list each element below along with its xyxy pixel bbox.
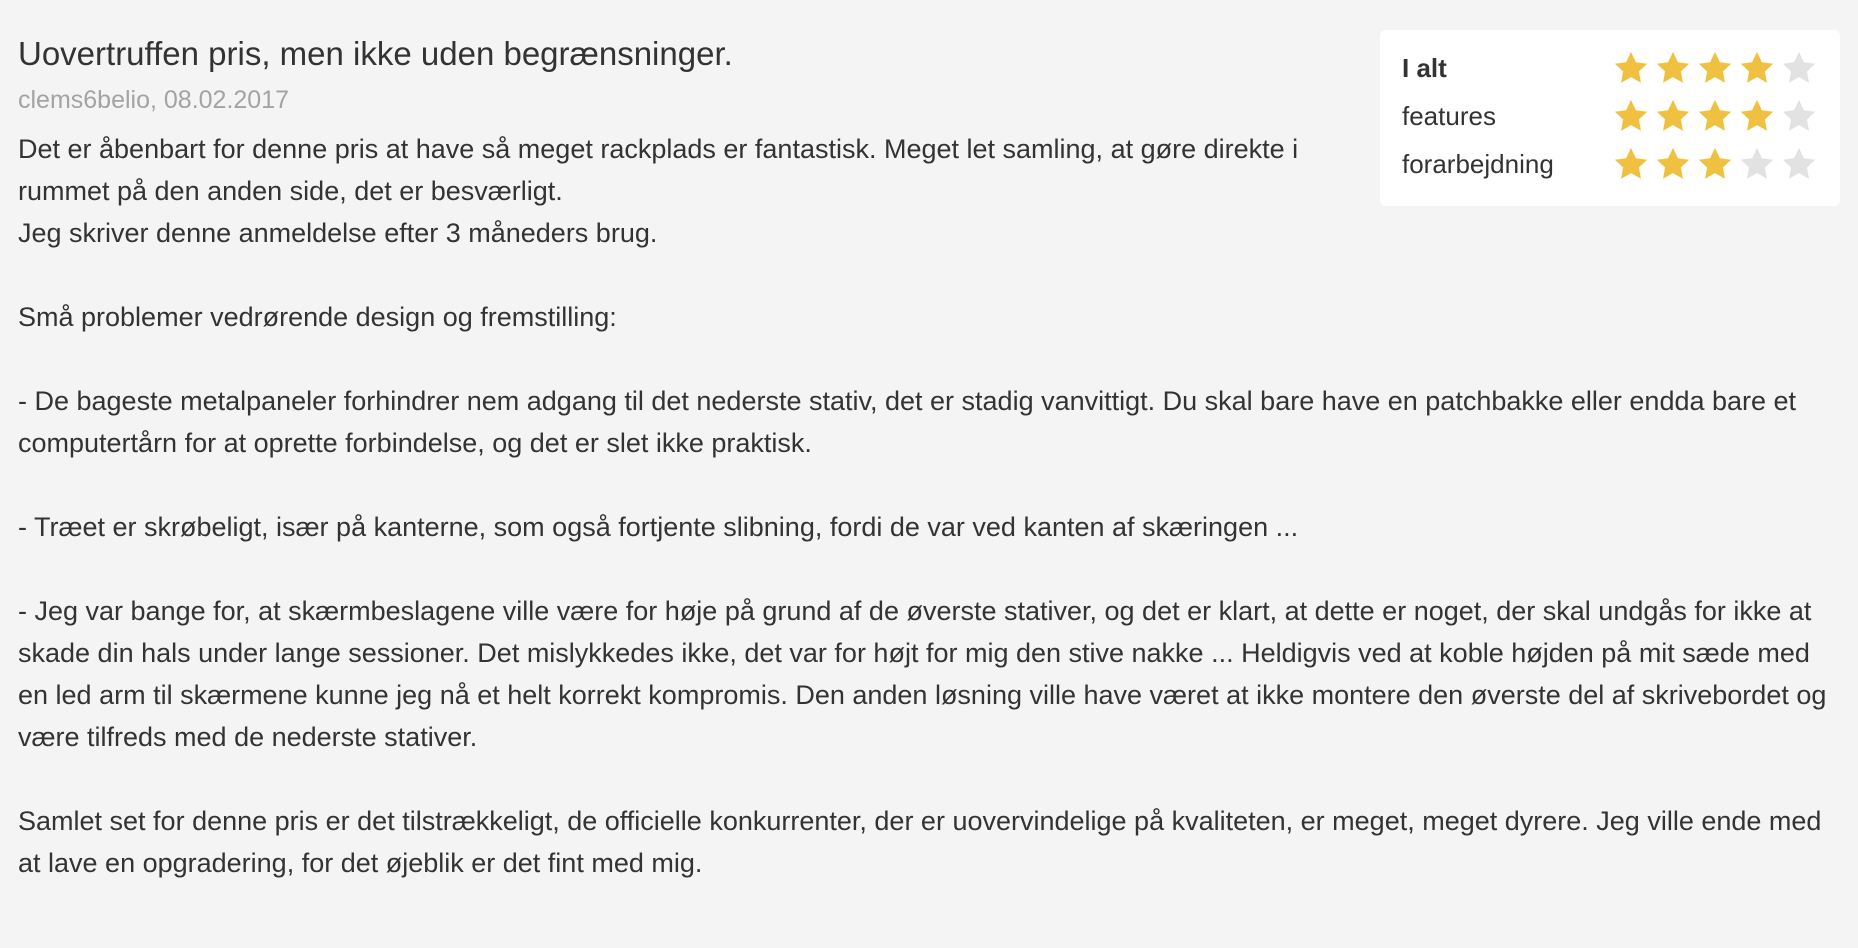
review-author-date: clems6belio, 08.02.2017 (18, 86, 290, 114)
rating-label: features (1402, 100, 1496, 131)
star-filled-icon (1654, 145, 1692, 183)
rating-row-overall (1402, 44, 1818, 92)
star-filled-icon (1738, 49, 1776, 87)
star-empty-icon (1780, 49, 1818, 87)
star-filled-icon (1654, 97, 1692, 135)
review-paragraph: Det er åbenbart for denne pris at have så meget rackplads er fantastisk. Meget let samling, at gøre direkte i rummet på den anden side, det er besværligt. (18, 134, 1306, 206)
star-filled-icon (1696, 49, 1734, 87)
review-paragraph: Små problemer vedrørende design og fremstilling: (18, 302, 617, 332)
rating-row-craftsmanship (1402, 140, 1818, 188)
review-title: Uovertruffen pris, men ikke uden begrænsninger. (18, 35, 733, 72)
star-rating (1612, 49, 1818, 87)
review-paragraph: Jeg skriver denne anmeldelse efter 3 måneders brug. (18, 218, 658, 248)
star-filled-icon (1612, 49, 1650, 87)
review-paragraph: - Træet er skrøbeligt, især på kanterne, som også fortjente slibning, fordi de var ved kanten af skæringen ... (18, 512, 1299, 542)
star-filled-icon (1696, 145, 1734, 183)
review-paragraph-spacer (18, 758, 1838, 800)
rating-row-features (1402, 92, 1818, 140)
star-empty-icon (1780, 145, 1818, 183)
star-rating (1612, 145, 1818, 183)
review-paragraph-spacer (18, 464, 1838, 506)
star-filled-icon (1738, 97, 1776, 135)
star-rating (1612, 97, 1818, 135)
ratings-box (1380, 30, 1840, 206)
review-body (18, 128, 1838, 884)
review-paragraph: - De bageste metalpaneler forhindrer nem adgang til det nederste stativ, det er stadig vanvittigt. Du skal bare have en patchbakke eller endda bare et computertårn for at oprette forbindelse, og det er slet ikke praktisk. (18, 386, 1804, 458)
star-empty-icon (1780, 97, 1818, 135)
rating-label: forarbejdning (1402, 148, 1554, 179)
star-empty-icon (1738, 145, 1776, 183)
star-filled-icon (1612, 145, 1650, 183)
star-filled-icon (1612, 97, 1650, 135)
review-paragraph-spacer (18, 338, 1838, 380)
star-filled-icon (1696, 97, 1734, 135)
rating-label: I alt (1402, 52, 1447, 83)
review-paragraph: Samlet set for denne pris er det tilstrækkeligt, de officielle konkurrenter, der er uovervindelige på kvaliteten, er meget, meget dyrere. Jeg ville ende med at lave en opgradering, for det øjeblik er det fint med mig. (18, 806, 1829, 878)
review-paragraph-spacer (18, 548, 1838, 590)
review-paragraph: - Jeg var bange for, at skærmbeslagene ville være for høje på grund af de øverste stativer, og det er klart, at dette er noget, der skal undgås for ikke at skade din hals under lange sessioner. Det mislykkedes ikke, det var for højt for mig den stive nakke ... Heldigvis ved at koble højden på mit sæde med en led arm til skærmene kunne jeg nå et helt korrekt kompromis. Den anden løsning ville have været at ikke montere den øverste del af skrivebordet og være tilfreds med de nederste stativer. (18, 596, 1834, 752)
review-paragraph-spacer (18, 254, 1838, 296)
star-filled-icon (1654, 49, 1692, 87)
